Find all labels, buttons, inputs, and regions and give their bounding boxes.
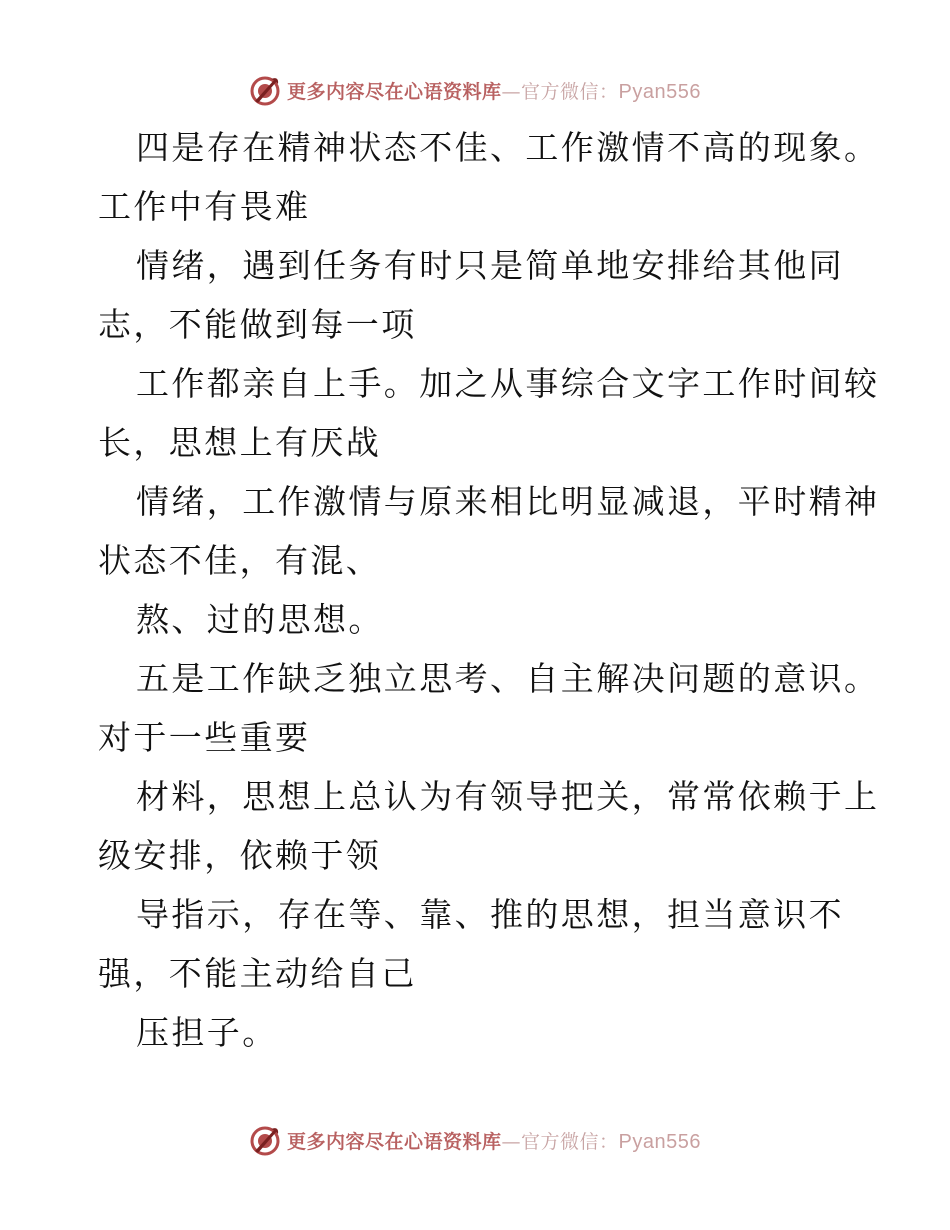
header-wechat-label: 官方微信：: [521, 80, 619, 103]
footer-separator: —: [501, 1130, 522, 1153]
footer-text: [287, 1127, 701, 1154]
body-line-14: 导指示，存在等、靠、推的思想，担当意识不: [136, 895, 844, 934]
body-line-8: 状态不佳，有混、: [98, 541, 382, 580]
body-line-16: 压担子。: [136, 1013, 278, 1052]
body-line-9: 熬、过的思想。: [136, 600, 384, 639]
header-banner: [0, 70, 950, 110]
quill-seal-icon: [249, 74, 281, 106]
body-line-10: 五是工作缺乏独立思考、自主解决问题的意识。: [136, 659, 880, 698]
body-line-13: 级安排，依赖于领: [98, 836, 382, 875]
footer-brand: 更多内容尽在心语资料库: [287, 1130, 502, 1153]
body-line-15: 强，不能主动给自己: [98, 954, 417, 993]
footer-wechat-id: Pyan556: [618, 1130, 701, 1153]
quill-seal-icon: [249, 1124, 281, 1156]
body-line-11: 对于一些重要: [98, 718, 311, 757]
footer-wechat-label: 官方微信：: [521, 1130, 619, 1153]
body-line-3: 情绪，遇到任务有时只是简单地安排给其他同: [136, 246, 844, 285]
header-brand: 更多内容尽在心语资料库: [287, 80, 502, 103]
body-line-2: 工作中有畏难: [98, 187, 311, 226]
body-line-5: 工作都亲自上手。加之从事综合文字工作时间较: [136, 364, 880, 403]
body-line-12: 材料，思想上总认为有领导把关，常常依赖于上: [136, 777, 880, 816]
body-line-1: 四是存在精神状态不佳、工作激情不高的现象。: [136, 128, 880, 167]
header-text: [287, 77, 701, 104]
body-line-7: 情绪，工作激情与原来相比明显减退，平时精神: [136, 482, 880, 521]
header-separator: —: [501, 80, 522, 103]
body-line-4: 志，不能做到每一项: [98, 305, 417, 344]
header-wechat-id: Pyan556: [618, 80, 701, 103]
body-line-6: 长，思想上有厌战: [98, 423, 382, 462]
footer-banner: [0, 1120, 950, 1160]
